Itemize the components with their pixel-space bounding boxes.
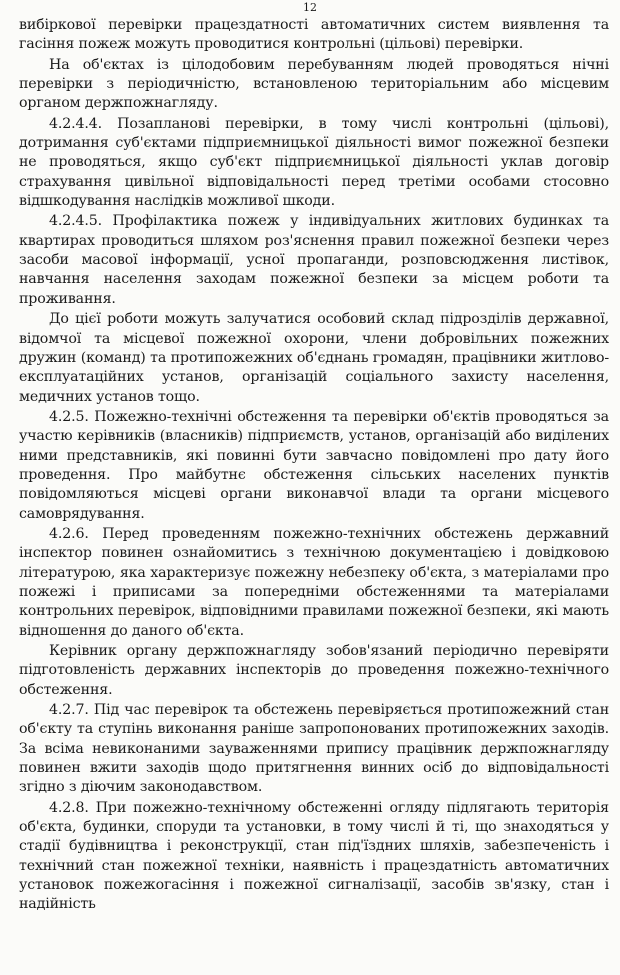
paragraph-4-2-4-5: 4.2.4.5. Профілактика пожеж у індивідуальних житлових будинках та квартирах проводиться шляхом роз'яснення правил пожежної безпеки через засоби масової інформації, усної пропаганди, розповсюдження листівок, навчання населення заходам пожежної безпеки за місцем роботи та проживання. (19, 213, 609, 307)
body-text (19, 16, 609, 916)
paragraph-night-inspections: На об'єктах із цілодобовим перебуванням людей проводяться нічні перевірки з періодичністю, встановленою територіальним або місцевим органом держпожнагляду. (19, 56, 609, 112)
paragraph-4-2-4-4: 4.2.4.4. Позапланові перевірки, в тому числі контрольні (цільові), дотримання суб'єктами підприємницької діяльності вимог пожежної безпеки не проводяться, якщо суб'єкт підприємницької діяльності уклав договір страхування цивільної відповідальності перед третіми особами стосовно відшкодування наслідків можливої шкоди. (19, 115, 609, 210)
paragraph-4-2-6: 4.2.6. Перед проведенням пожежно-технічних обстежень державний інспектор повинен ознайомитись з технічною документацією і довідковою літературою, яка характеризує пожежну небезпеку об'єкта, з матеріалами про пожежі і приписами за попередніми обстеженнями та матеріалами контрольних перевірок, відповідними правилами пожежної безпеки, які мають відношення до даного об'єкта. (19, 525, 609, 639)
paragraph-inspector-readiness: Керівник органу держпожнагляду зобов'язаний періодично перевіряти підготовленість державних інспекторів до проведення пожежно-технічного обстеження. (19, 643, 609, 698)
paragraph-continuation: вибіркової перевірки працездатності автоматичних систем виявлення та гасіння пожеж можуть проводитися контрольні (цільові) перевірки. (19, 17, 609, 53)
paragraph-4-2-5: 4.2.5. Пожежно-технічні обстеження та перевірки об'єктів проводяться за участю керівників (власників) підприємств, установ, організацій або виділених ними представників, які повинні бути завчасно повідомлені про дату його проведення. Про майбутнє обстеження сільських населених пунктів повідомляються місцеві органи виконавчої влади та органи місцевого самоврядування. (19, 408, 609, 522)
page-number: 12 (303, 1, 317, 14)
paragraph-4-2-7: 4.2.7. Під час перевірок та обстежень перевіряється протипожежний стан об'єкту та ступінь виконання раніше запропонованих протипожежних заходів. За всіма невиконаними зауваженнями припису працівник держпожнагляду повинен вжити заходів щодо притягнення винних осіб до відповідальності згідно з діючим законодавством. (19, 702, 609, 796)
paragraph-4-2-8: 4.2.8. При пожежно-технічному обстеженні огляду підлягають територія об'єкта, будинки, споруди та установки, в тому числі й ті, що знаходяться у стадії будівництва і реконструкції, стан під'їздних шляхів, забезпеченість і технічний стан пожежної техніки, наявність і працездатність автоматичних установок пожежогасіння і пожежної сигналізації, засобів зв'язку, стан і надійність (19, 799, 609, 913)
paragraph-involved-personnel: До цієї роботи можуть залучатися особовий склад підрозділів державної, відомчої та місцевої пожежної охорони, члени добровільних пожежних дружин (команд) та протипожежних об'єднань громадян, працівники житлово-експлуатаційних установ, організацій соціального захисту населення, медичних установ тощо. (19, 311, 609, 405)
